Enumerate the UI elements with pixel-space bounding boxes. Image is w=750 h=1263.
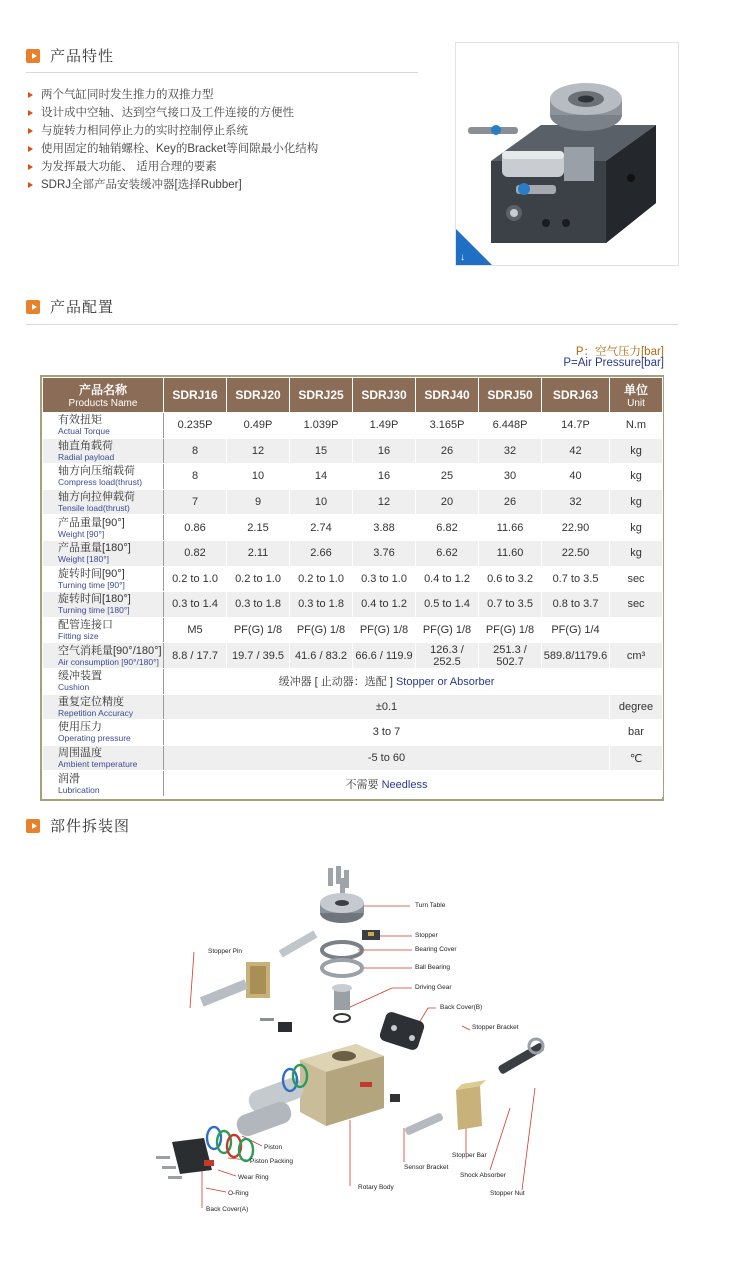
- label-stopper-pin: Stopper Pin: [208, 948, 242, 955]
- parts-title: 部件拆装图: [50, 818, 131, 835]
- divider: [26, 324, 678, 325]
- table-cell: 589.8/1179.6: [542, 643, 610, 669]
- bullet-icon: [28, 92, 33, 98]
- label-bearing-cover: Bearing Cover: [415, 946, 457, 953]
- table-row: [43, 413, 663, 439]
- table-cell: 6.62: [416, 540, 479, 566]
- unit-cell: kg: [610, 489, 663, 515]
- table-cell: 2.74: [290, 515, 353, 541]
- table-cell: 0.3 to 1.0: [353, 566, 416, 592]
- table-row: [43, 694, 663, 720]
- label-o-ring: O-Ring: [228, 1190, 249, 1197]
- header-unit: 单位 Unit: [610, 378, 663, 413]
- unit-cell: [610, 668, 663, 694]
- label-stopper-bar: Stopper Bar: [452, 1152, 487, 1159]
- table-cell: 3.88: [353, 515, 416, 541]
- label-piston-packing: Piston Packing: [250, 1158, 293, 1165]
- table-cell: 0.3 to 1.4: [164, 592, 227, 618]
- table-header-row: [43, 378, 663, 413]
- table-cell: 0.3 to 1.8: [227, 592, 290, 618]
- unit-cell: N.m: [610, 413, 663, 439]
- label-stopper: Stopper: [415, 932, 438, 939]
- table-cell: 40: [542, 464, 610, 490]
- exploded-diagram: [150, 858, 580, 1228]
- pressure-note-en: P=Air Pressure[bar]: [563, 357, 664, 369]
- label-driving-gear: Driving Gear: [415, 984, 452, 991]
- table-row: [43, 745, 663, 771]
- unit-cell: sec: [610, 592, 663, 618]
- table-cell: 14: [290, 464, 353, 490]
- table-cell: 3.165P: [416, 413, 479, 439]
- unit-cell: kg: [610, 438, 663, 464]
- row-name: 轴直角载荷 Radial payload: [43, 438, 164, 464]
- features-list: [26, 86, 318, 194]
- label-turn-table: Turn Table: [415, 902, 446, 909]
- unit-cell: sec: [610, 566, 663, 592]
- label-piston: Piston: [264, 1144, 283, 1151]
- parts-header: [26, 815, 130, 836]
- table-cell: 15: [290, 438, 353, 464]
- feature-item: 设计成中空轴、达到空气接口及工件连接的方便性: [26, 104, 318, 122]
- label-back-cover-b: Back Cover(B): [440, 1004, 483, 1011]
- table-cell: 0.5 to 1.4: [416, 592, 479, 618]
- table-cell: 20: [416, 489, 479, 515]
- feature-item: SDRJ全部产品安装缓冲器[选择Rubber]: [26, 176, 318, 194]
- label-back-cover-a: Back Cover(A): [206, 1206, 249, 1213]
- row-name: 产品重量[180°] Weight [180°]: [43, 540, 164, 566]
- table-row: [43, 515, 663, 541]
- table-cell: 32: [542, 489, 610, 515]
- table-cell: 0.3 to 1.8: [290, 592, 353, 618]
- spec-table: [42, 377, 663, 797]
- product-photo[interactable]: [455, 42, 679, 266]
- header-model: SDRJ16: [164, 378, 227, 413]
- table-cell: 0.4 to 1.2: [353, 592, 416, 618]
- table-row: [43, 540, 663, 566]
- pressure-note-cn: P：空气压力[bar]: [575, 346, 664, 358]
- unit-cell: bar: [610, 720, 663, 746]
- table-cell: 6.82: [416, 515, 479, 541]
- table-cell: PF(G) 1/8: [290, 617, 353, 643]
- table-cell: 10: [290, 489, 353, 515]
- table-cell: 2.15: [227, 515, 290, 541]
- table-cell: 41.6 / 83.2: [290, 643, 353, 669]
- unit-cell: kg: [610, 464, 663, 490]
- table-cell: 0.82: [164, 540, 227, 566]
- table-cell: 126.3 / 252.5: [416, 643, 479, 669]
- table-cell: 22.90: [542, 515, 610, 541]
- label-stopper-nut: Stopper Nut: [490, 1190, 525, 1197]
- header-model: SDRJ25: [290, 378, 353, 413]
- table-cell: 3.76: [353, 540, 416, 566]
- unit-cell: [610, 617, 663, 643]
- table-row: [43, 771, 663, 797]
- table-row: [43, 643, 663, 669]
- table-cell: 0.235P: [164, 413, 227, 439]
- table-row: [43, 668, 663, 694]
- merged-value: 3 to 7: [164, 720, 610, 746]
- table-row: [43, 592, 663, 618]
- table-cell: PF(G) 1/8: [479, 617, 542, 643]
- row-name: 润滑 Lubrication: [43, 771, 164, 797]
- merged-value: -5 to 60: [164, 745, 610, 771]
- header-model: SDRJ63: [542, 378, 610, 413]
- table-cell: PF(G) 1/8: [353, 617, 416, 643]
- label-wear-ring: Wear Ring: [238, 1174, 269, 1181]
- table-cell: M5: [164, 617, 227, 643]
- table-cell: 8: [164, 464, 227, 490]
- table-cell: 2.66: [290, 540, 353, 566]
- bullet-icon: [28, 182, 33, 188]
- table-cell: 11.66: [479, 515, 542, 541]
- unit-cell: degree: [610, 694, 663, 720]
- bullet-icon: [28, 164, 33, 170]
- table-cell: 30: [479, 464, 542, 490]
- table-cell: 8.8 / 17.7: [164, 643, 227, 669]
- table-cell: 16: [353, 464, 416, 490]
- table-cell: 0.2 to 1.0: [290, 566, 353, 592]
- label-sensor-bracket: Sensor Bracket: [404, 1164, 449, 1171]
- label-stopper-bracket: Stopper Bracket: [472, 1024, 519, 1031]
- header-model: SDRJ40: [416, 378, 479, 413]
- row-name: 旋转时间[90°] Turning time [90°]: [43, 566, 164, 592]
- header-model: SDRJ30: [353, 378, 416, 413]
- feature-item: 为发挥最大功能、 适用合理的要素: [26, 158, 318, 176]
- label-shock-absorber: Shock Absorber: [460, 1172, 506, 1179]
- table-cell: 0.86: [164, 515, 227, 541]
- config-header: [26, 296, 114, 317]
- row-name: 产品重量[90°] Weight [90°]: [43, 515, 164, 541]
- row-name: 旋转时间[180°] Turning time [180°]: [43, 592, 164, 618]
- table-row: [43, 464, 663, 490]
- table-row: [43, 438, 663, 464]
- row-name: 有效扭矩 Actual Torque: [43, 413, 164, 439]
- merged-value: 缓冲器 [ 止动器：选配 ] Stopper or Absorber: [164, 668, 610, 694]
- table-cell: 0.6 to 3.2: [479, 566, 542, 592]
- exploded-diagram-art: [150, 858, 580, 1228]
- header-model: SDRJ50: [479, 378, 542, 413]
- row-name: 配管连接口 Fitting size: [43, 617, 164, 643]
- table-cell: 251.3 / 502.7: [479, 643, 542, 669]
- bullet-icon: [28, 128, 33, 134]
- config-title: 产品配置: [50, 299, 115, 316]
- unit-cell: kg: [610, 540, 663, 566]
- download-icon[interactable]: ↓: [460, 252, 465, 263]
- table-row: [43, 566, 663, 592]
- label-ball-bearing: Ball Bearing: [415, 964, 451, 971]
- section-arrow-icon: [26, 49, 40, 63]
- table-cell: 22.50: [542, 540, 610, 566]
- unit-cell: [610, 771, 663, 797]
- row-name: 轴方向压缩载荷 Compress load(thrust): [43, 464, 164, 490]
- table-cell: PF(G) 1/4: [542, 617, 610, 643]
- table-row: [43, 720, 663, 746]
- table-cell: 12: [227, 438, 290, 464]
- label-rotary-body: Rotary Body: [358, 1184, 394, 1191]
- table-cell: 8: [164, 438, 227, 464]
- row-name: 缓冲装置 Cushion: [43, 668, 164, 694]
- table-cell: 7: [164, 489, 227, 515]
- table-cell: 16: [353, 438, 416, 464]
- table-cell: 0.7 to 3.5: [479, 592, 542, 618]
- table-cell: 1.49P: [353, 413, 416, 439]
- table-cell: 0.7 to 3.5: [542, 566, 610, 592]
- table-row: [43, 617, 663, 643]
- features-title: 产品特性: [50, 48, 115, 65]
- row-name: 重复定位精度 Repetition Accuracy: [43, 694, 164, 720]
- table-cell: 2.11: [227, 540, 290, 566]
- spec-table-frame: [40, 375, 664, 801]
- section-arrow-icon: [26, 819, 40, 833]
- header-name: 产品名称 Products Name: [43, 378, 164, 413]
- row-name: 使用压力 Operating pressure: [43, 720, 164, 746]
- bullet-icon: [28, 146, 33, 152]
- table-cell: 11.60: [479, 540, 542, 566]
- table-cell: 25: [416, 464, 479, 490]
- unit-cell: ℃: [610, 745, 663, 771]
- row-name: 轴方向拉伸载荷 Tensile load(thrust): [43, 489, 164, 515]
- header-model: SDRJ20: [227, 378, 290, 413]
- table-cell: 0.49P: [227, 413, 290, 439]
- table-cell: 10: [227, 464, 290, 490]
- unit-cell: kg: [610, 515, 663, 541]
- table-cell: 0.2 to 1.0: [227, 566, 290, 592]
- table-cell: 1.039P: [290, 413, 353, 439]
- table-cell: 0.8 to 3.7: [542, 592, 610, 618]
- table-cell: 26: [479, 489, 542, 515]
- table-cell: 66.6 / 119.9: [353, 643, 416, 669]
- table-cell: 32: [479, 438, 542, 464]
- bullet-icon: [28, 110, 33, 116]
- table-cell: 14.7P: [542, 413, 610, 439]
- table-cell: PF(G) 1/8: [227, 617, 290, 643]
- table-cell: 6.448P: [479, 413, 542, 439]
- table-cell: 12: [353, 489, 416, 515]
- table-cell: 9: [227, 489, 290, 515]
- divider: [26, 72, 418, 73]
- table-cell: 0.4 to 1.2: [416, 566, 479, 592]
- table-cell: 0.2 to 1.0: [164, 566, 227, 592]
- table-cell: 42: [542, 438, 610, 464]
- feature-item: 两个气缸同时发生推力的双推力型: [26, 86, 318, 104]
- table-cell: 19.7 / 39.5: [227, 643, 290, 669]
- merged-value: ±0.1: [164, 694, 610, 720]
- feature-item: 与旋转力相同停止力的实时控制停止系统: [26, 122, 318, 140]
- spec-body: [43, 413, 663, 797]
- features-header: [26, 45, 114, 66]
- feature-item: 使用固定的轴销螺栓、Key的Bracket等间隙最小化结构: [26, 140, 318, 158]
- table-row: [43, 489, 663, 515]
- table-cell: 26: [416, 438, 479, 464]
- table-cell: PF(G) 1/8: [416, 617, 479, 643]
- merged-value: 不需要 Needless: [164, 771, 610, 797]
- row-name: 空气消耗量[90°/180°] Air consumption [90°/180°]: [43, 643, 164, 669]
- unit-cell: cm³: [610, 643, 663, 669]
- row-name: 周围温度 Ambient temperature: [43, 745, 164, 771]
- section-arrow-icon: [26, 300, 40, 314]
